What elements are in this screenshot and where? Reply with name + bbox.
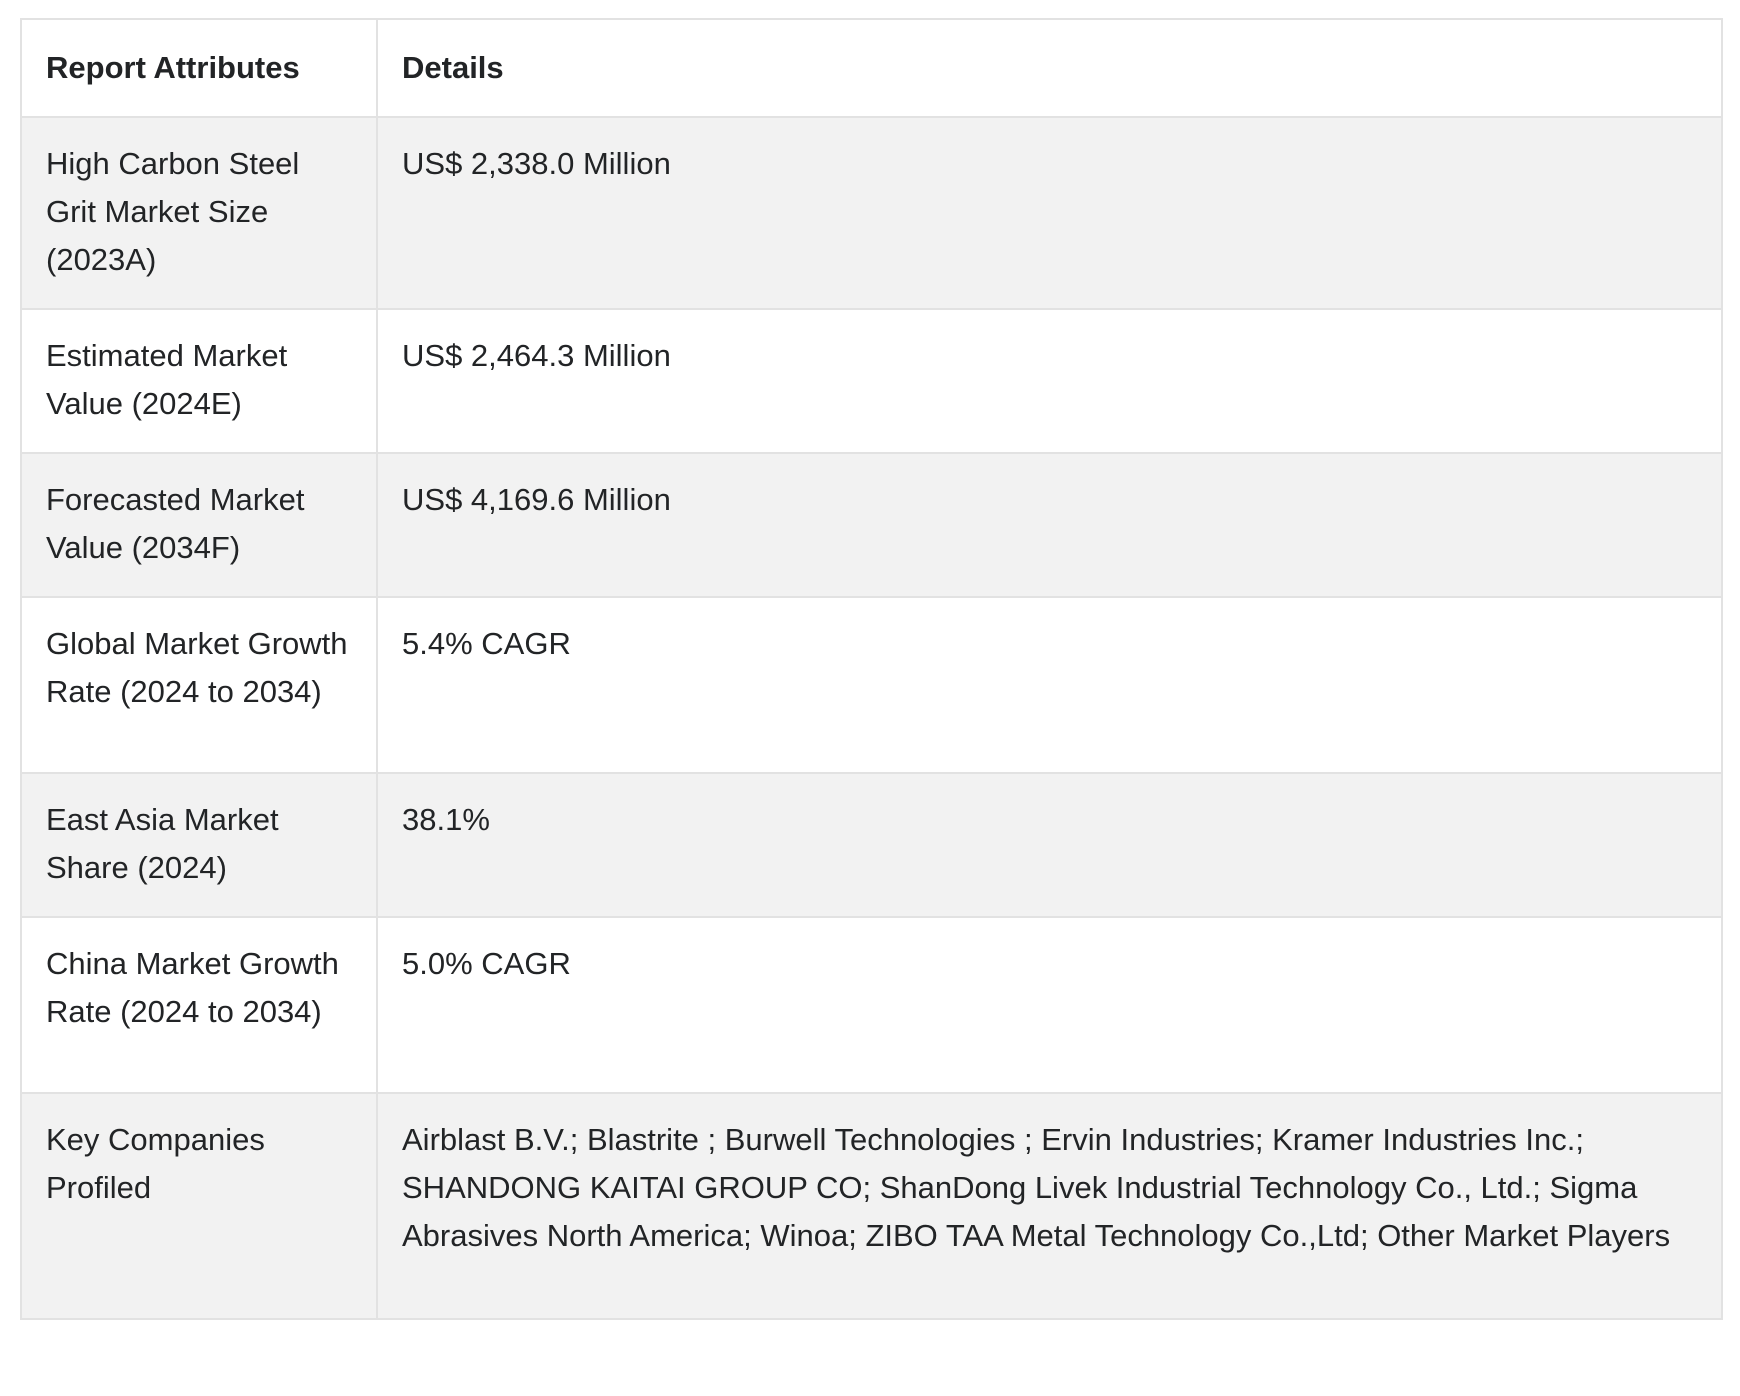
report-attributes-table xyxy=(20,18,1723,1320)
table-row xyxy=(21,1093,1722,1319)
table-row xyxy=(21,773,1722,917)
detail-cell: 5.4% CAGR xyxy=(377,597,1722,773)
detail-cell: 5.0% CAGR xyxy=(377,917,1722,1093)
table-row xyxy=(21,309,1722,453)
attribute-cell: East Asia Market Share (2024) xyxy=(21,773,377,917)
table-row xyxy=(21,917,1722,1093)
attribute-cell: Global Market Growth Rate (2024 to 2034) xyxy=(21,597,377,773)
attribute-cell: Key Companies Profiled xyxy=(21,1093,377,1319)
table-header-row xyxy=(21,19,1722,117)
detail-cell: US$ 2,338.0 Million xyxy=(377,117,1722,309)
header-report-attributes: Report Attributes xyxy=(21,19,377,117)
detail-cell: Airblast B.V.; Blastrite ; Burwell Technologies ; Ervin Industries; Kramer Industries Inc.; SHANDONG KAITAI GROUP CO; ShanDong Livek Industrial Technology Co., Ltd.; Sigma Abrasives North America; Winoa; ZIBO TAA Metal Technology Co.,Ltd; Other Market Players xyxy=(377,1093,1722,1319)
table-row xyxy=(21,117,1722,309)
attribute-cell: High Carbon Steel Grit Market Size (2023A) xyxy=(21,117,377,309)
table-row xyxy=(21,597,1722,773)
attribute-cell: Forecasted Market Value (2034F) xyxy=(21,453,377,597)
report-attributes-table-container xyxy=(20,18,1721,1320)
detail-cell: US$ 4,169.6 Million xyxy=(377,453,1722,597)
detail-cell: US$ 2,464.3 Million xyxy=(377,309,1722,453)
table-row xyxy=(21,453,1722,597)
attribute-cell: Estimated Market Value (2024E) xyxy=(21,309,377,453)
header-details: Details xyxy=(377,19,1722,117)
attribute-cell: China Market Growth Rate (2024 to 2034) xyxy=(21,917,377,1093)
detail-cell: 38.1% xyxy=(377,773,1722,917)
